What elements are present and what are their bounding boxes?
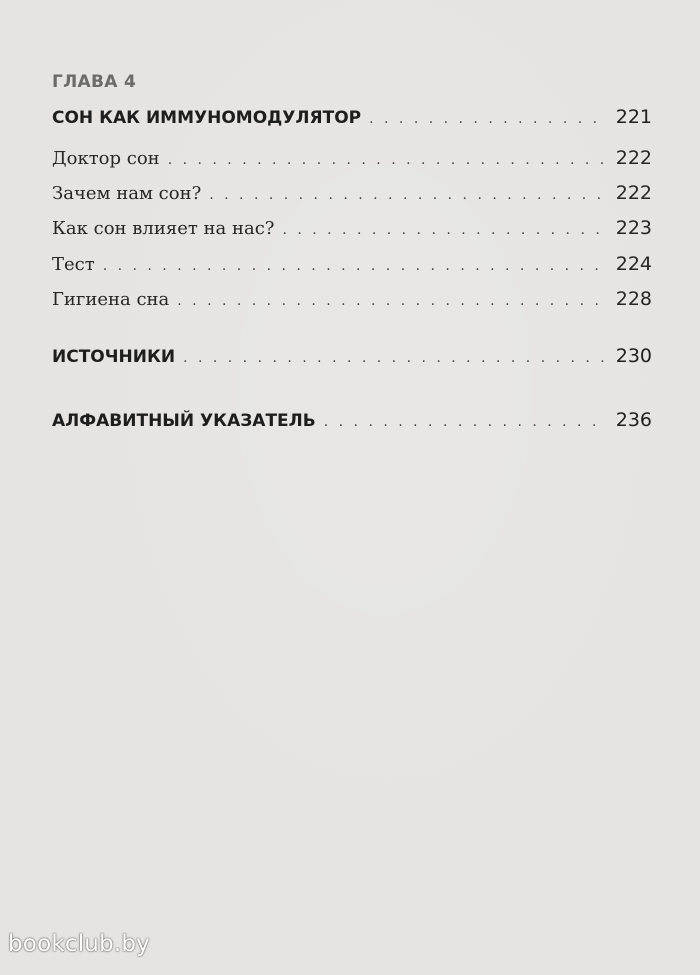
toc-chapter-title-label: СОН КАК ИММУНОМОДУЛЯТОР [52,108,362,128]
toc-section [52,217,652,239]
toc-sources-label: ИСТОЧНИКИ [52,347,176,367]
dot-leader [282,222,607,238]
toc-page-number: 222 [615,147,652,169]
toc-section-label: Как сон влияет на нас? [52,218,275,239]
chapter-label: ГЛАВА 4 [52,72,137,92]
toc-page-number: 236 [615,409,652,431]
site-watermark: bookclub.by [8,931,150,957]
dot-leader [324,414,608,430]
toc-sources [52,345,652,367]
dot-leader [168,152,608,168]
toc-section [52,182,652,204]
toc-section-label: Тест [52,254,95,275]
toc-section [52,288,652,310]
dot-leader [177,293,607,309]
toc-section [52,253,652,275]
dot-leader [183,350,608,366]
toc-section [52,147,652,169]
toc-index [52,409,652,431]
toc-chapter-title [52,106,652,128]
dot-leader [369,111,608,127]
toc-page-number: 223 [615,217,652,239]
toc-section-label: Доктор сон [52,148,160,169]
toc-page-number: 224 [615,253,652,275]
toc-index-label: АЛФАВИТНЫЙ УКАЗАТЕЛЬ [52,411,316,431]
toc-page-number: 230 [615,345,652,367]
dot-leader [103,258,608,274]
toc-page-number: 221 [615,106,652,128]
toc-section-label: Гигиена сна [52,289,170,310]
toc-page-number: 228 [615,288,652,310]
toc-page-number: 222 [615,182,652,204]
toc-section-label: Зачем нам сон? [52,183,202,204]
dot-leader [209,187,607,203]
